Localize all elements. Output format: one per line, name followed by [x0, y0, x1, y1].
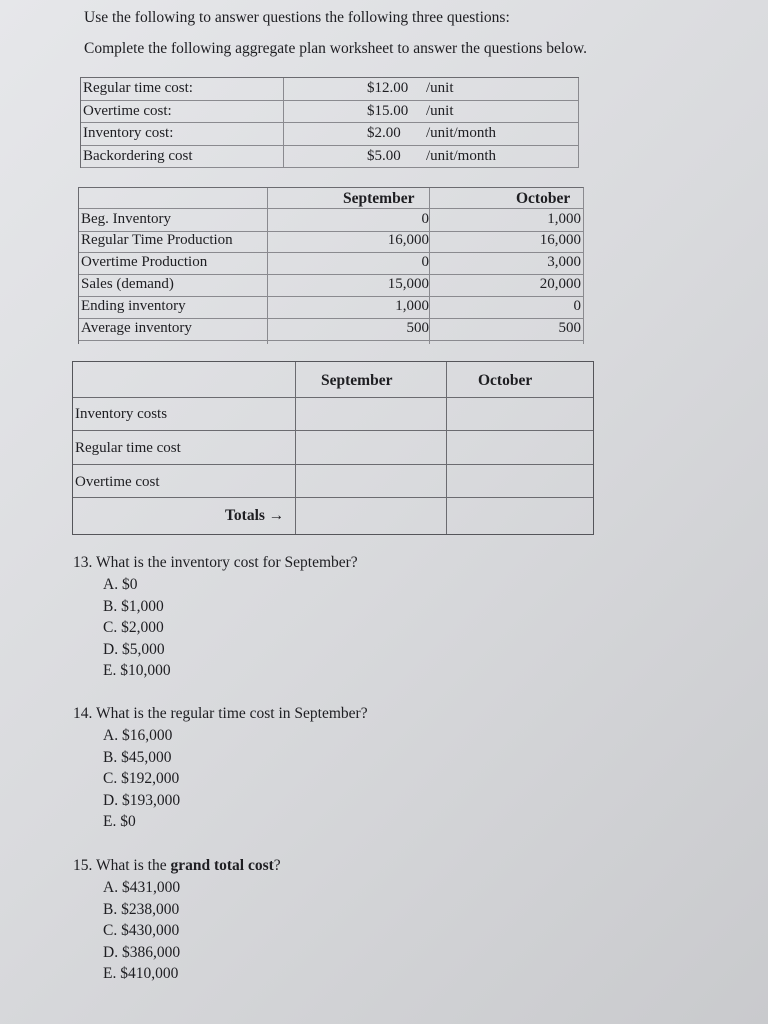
cost-amount: $15.00: [367, 102, 409, 119]
cost-label: Inventory cost:: [81, 123, 284, 145]
cost-row-inventory: [81, 123, 579, 146]
plan-row: [79, 318, 583, 341]
answer-option: A. $431,000: [103, 879, 181, 896]
plan-row-label: Average inventory: [81, 320, 192, 336]
question-text: What is the inventory cost for September?: [95, 554, 358, 571]
plan-october-value: 1,000: [547, 211, 581, 227]
plan-october-value: 500: [558, 320, 581, 336]
answer-option: E. $410,000: [103, 965, 179, 982]
answer-option: B. $238,000: [103, 900, 180, 918]
intro-line-2: Complete the following aggregate plan worksheet to answer the questions below.: [84, 40, 588, 57]
cost-row-overtime: [81, 101, 579, 124]
answer-option: D. $193,000: [103, 791, 181, 809]
cost-label: Overtime cost:: [81, 101, 284, 123]
question-text: What is the regular time cost in September?: [95, 705, 368, 722]
plan-row-label: Beg. Inventory: [81, 211, 171, 227]
costs-header-september: September: [321, 372, 393, 389]
answer-option: B. $1,000: [103, 597, 164, 615]
cost-unit: /unit: [426, 80, 454, 96]
question-title: [73, 705, 368, 723]
plan-september-value: 500: [406, 320, 429, 336]
question-title: [73, 857, 281, 875]
costs-row-divider: [73, 430, 593, 431]
question-text-after: ?: [273, 857, 281, 874]
answer-option: D. $386,000: [103, 943, 181, 961]
costs-row-divider: [73, 464, 593, 465]
plan-header-september: September: [343, 190, 415, 207]
cost-amount: $5.00: [367, 147, 401, 164]
question-number: 14.: [73, 705, 93, 722]
costs-row-divider: [73, 497, 593, 498]
answer-option: E. $0: [103, 813, 136, 830]
plan-row-label: Overtime Production: [81, 254, 208, 270]
question-text-before: What is the: [95, 857, 167, 874]
plan-september-value: 0: [421, 254, 429, 270]
cost-unit: /unit: [426, 102, 454, 119]
plan-row: [79, 274, 583, 297]
question-13: [73, 554, 358, 682]
answer-option: C. $2,000: [103, 619, 164, 636]
answer-options: [103, 725, 368, 833]
cost-rates-table: [80, 77, 579, 168]
plan-october-value: 20,000: [539, 276, 581, 292]
answer-option: A. $0: [103, 576, 138, 593]
intro-line-1: Use the following to answer questions the following three questions:: [84, 9, 510, 26]
plan-row-label: Regular Time Production: [81, 232, 233, 248]
plan-october-value: 0: [573, 298, 581, 314]
answer-options: [103, 574, 358, 682]
plan-header-october: October: [516, 190, 571, 207]
answer-option: C. $430,000: [103, 922, 180, 939]
costs-row-divider: [73, 397, 593, 398]
plan-row-label: Ending inventory: [81, 298, 186, 314]
answer-option: E. $10,000: [103, 662, 171, 679]
answer-options: [103, 877, 281, 985]
cost-amount: $2.00: [367, 125, 401, 141]
cost-label: Regular time cost:: [81, 78, 284, 100]
answer-option: A. $16,000: [103, 727, 173, 744]
plan-row: [79, 230, 583, 253]
aggregate-plan-table: [78, 187, 584, 344]
plan-september-value: 16,000: [387, 232, 429, 248]
plan-row-label: Sales (demand): [81, 276, 174, 292]
question-number: 15.: [73, 857, 93, 874]
plan-row: [79, 296, 583, 319]
question-number: 13.: [73, 554, 93, 571]
cost-unit: /unit/month: [426, 147, 497, 164]
plan-september-value: 0: [421, 211, 429, 227]
answer-option: C. $192,000: [103, 770, 180, 787]
cost-row-regular: [81, 78, 579, 101]
cost-row-backorder: [81, 146, 579, 169]
answer-option: D. $5,000: [103, 640, 165, 658]
plan-october-value: 3,000: [547, 254, 581, 270]
costs-header-october: October: [478, 372, 533, 389]
plan-september-value: 1,000: [395, 298, 429, 314]
cost-unit: /unit/month: [426, 125, 497, 141]
cost-amount: $12.00: [367, 80, 409, 96]
question-15: [73, 857, 281, 985]
answer-option: B. $45,000: [103, 748, 172, 766]
question-14: [73, 705, 368, 833]
cost-label: Backordering cost: [81, 146, 284, 168]
costs-worksheet-table: [72, 361, 594, 535]
question-title: [73, 554, 358, 572]
costs-column-divider: [295, 362, 296, 534]
plan-october-value: 16,000: [539, 232, 581, 248]
plan-row: [79, 208, 583, 232]
costs-row-label-inventory: Inventory costs: [75, 406, 168, 422]
plan-september-value: 15,000: [387, 276, 429, 292]
totals-label: Totals →: [225, 507, 285, 524]
costs-row-label-overtime: Overtime cost: [75, 474, 160, 490]
costs-column-divider: [446, 362, 447, 534]
costs-row-label-regular: Regular time cost: [75, 440, 181, 456]
question-text-bold: grand total cost: [170, 857, 274, 874]
plan-row: [79, 252, 583, 275]
